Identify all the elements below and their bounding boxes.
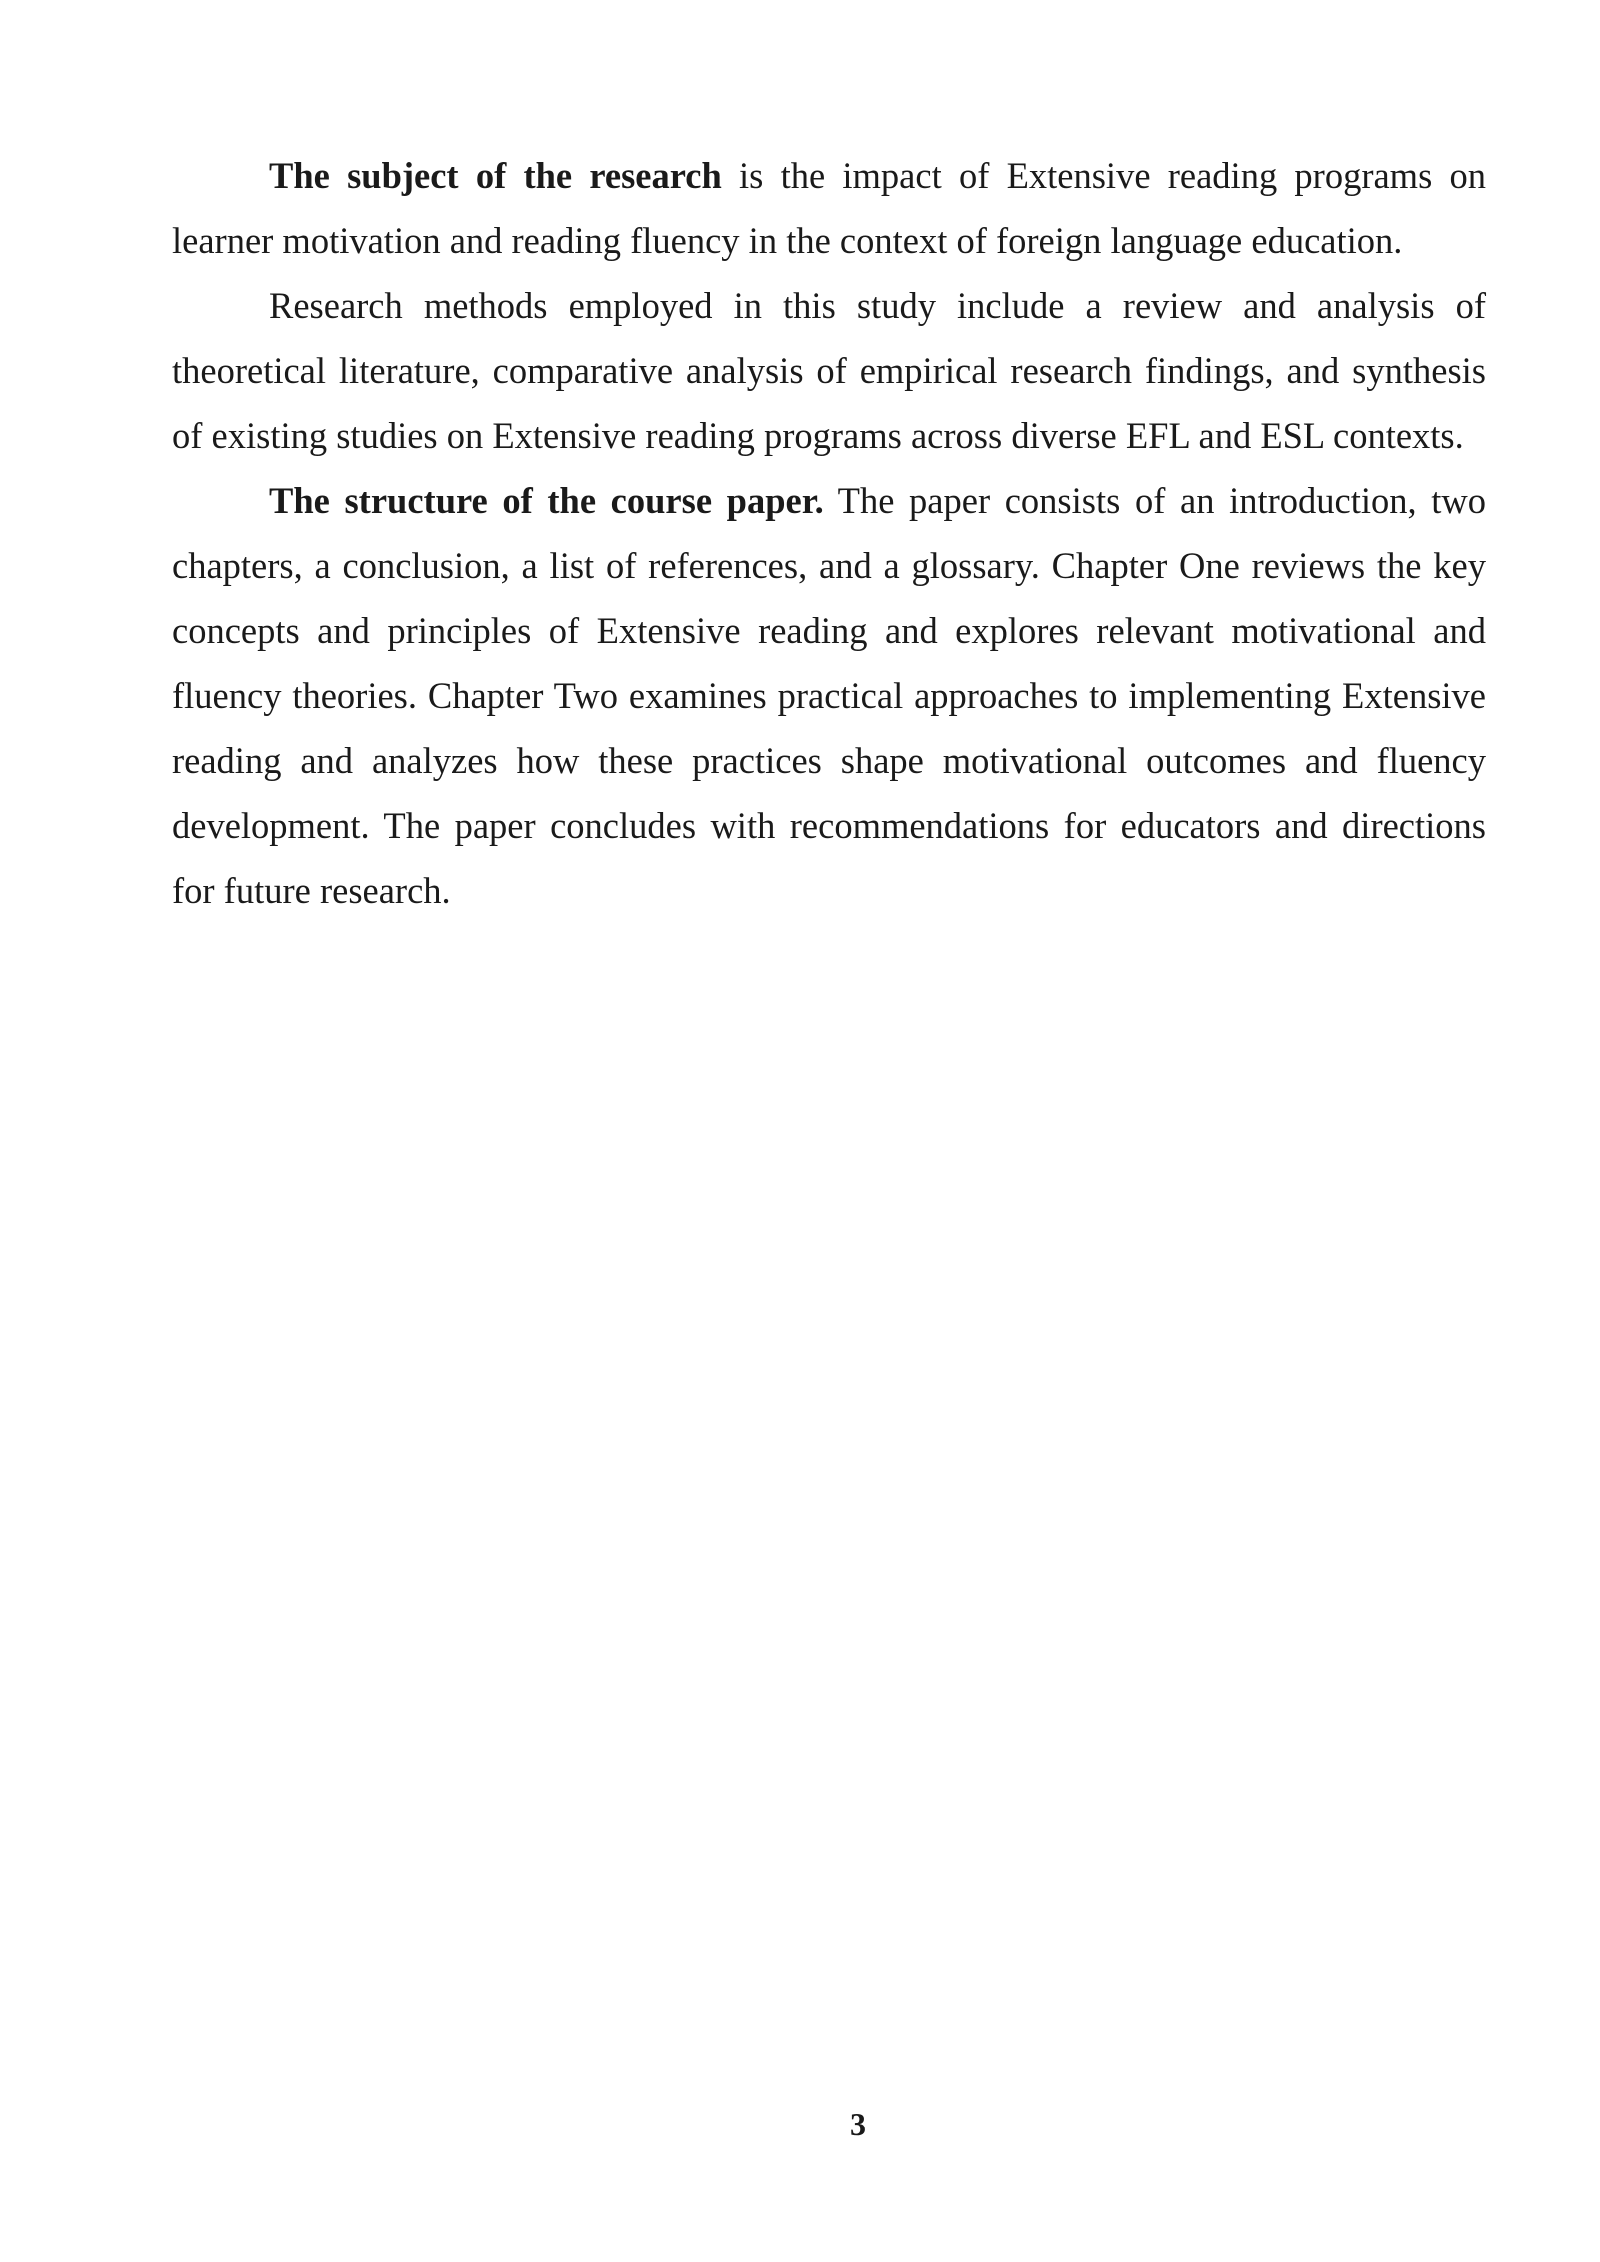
paragraph-text-research-subject: is the impact of Extensive reading programs on learner motivation and reading fluency in the context of foreign language education. (172, 155, 1487, 261)
paragraph-text-paper-structure: The paper consists of an introduction, two chapters, a conclusion, a list of references, and a glossary. Chapter One reviews the key concepts and principles of Extensive reading and explores relevant motivational and fluency theories. Chapter Two examines practical approaches to implementing Extensive reading and analyzes how these practices shape motivational outcomes and fluency development. The paper concludes with recommendations for educators and directions for future research. (172, 480, 1487, 911)
paragraph-paper-structure (172, 468, 1486, 923)
paragraph-lead-paper-structure: The structure of the course paper. (269, 480, 824, 521)
paragraph-research-subject (172, 143, 1486, 273)
page-number: 3 (850, 2106, 866, 2142)
paragraph-lead-research-subject: The subject of the research (269, 155, 722, 196)
paragraph-text-research-methods: Research methods employed in this study include a review and analysis of theoretical literature, comparative analysis of empirical research findings, and synthesis of existing studies on Extensive reading programs across diverse EFL and ESL contexts. (172, 285, 1486, 456)
paragraph-research-methods (172, 273, 1486, 468)
body-text (172, 143, 1486, 923)
